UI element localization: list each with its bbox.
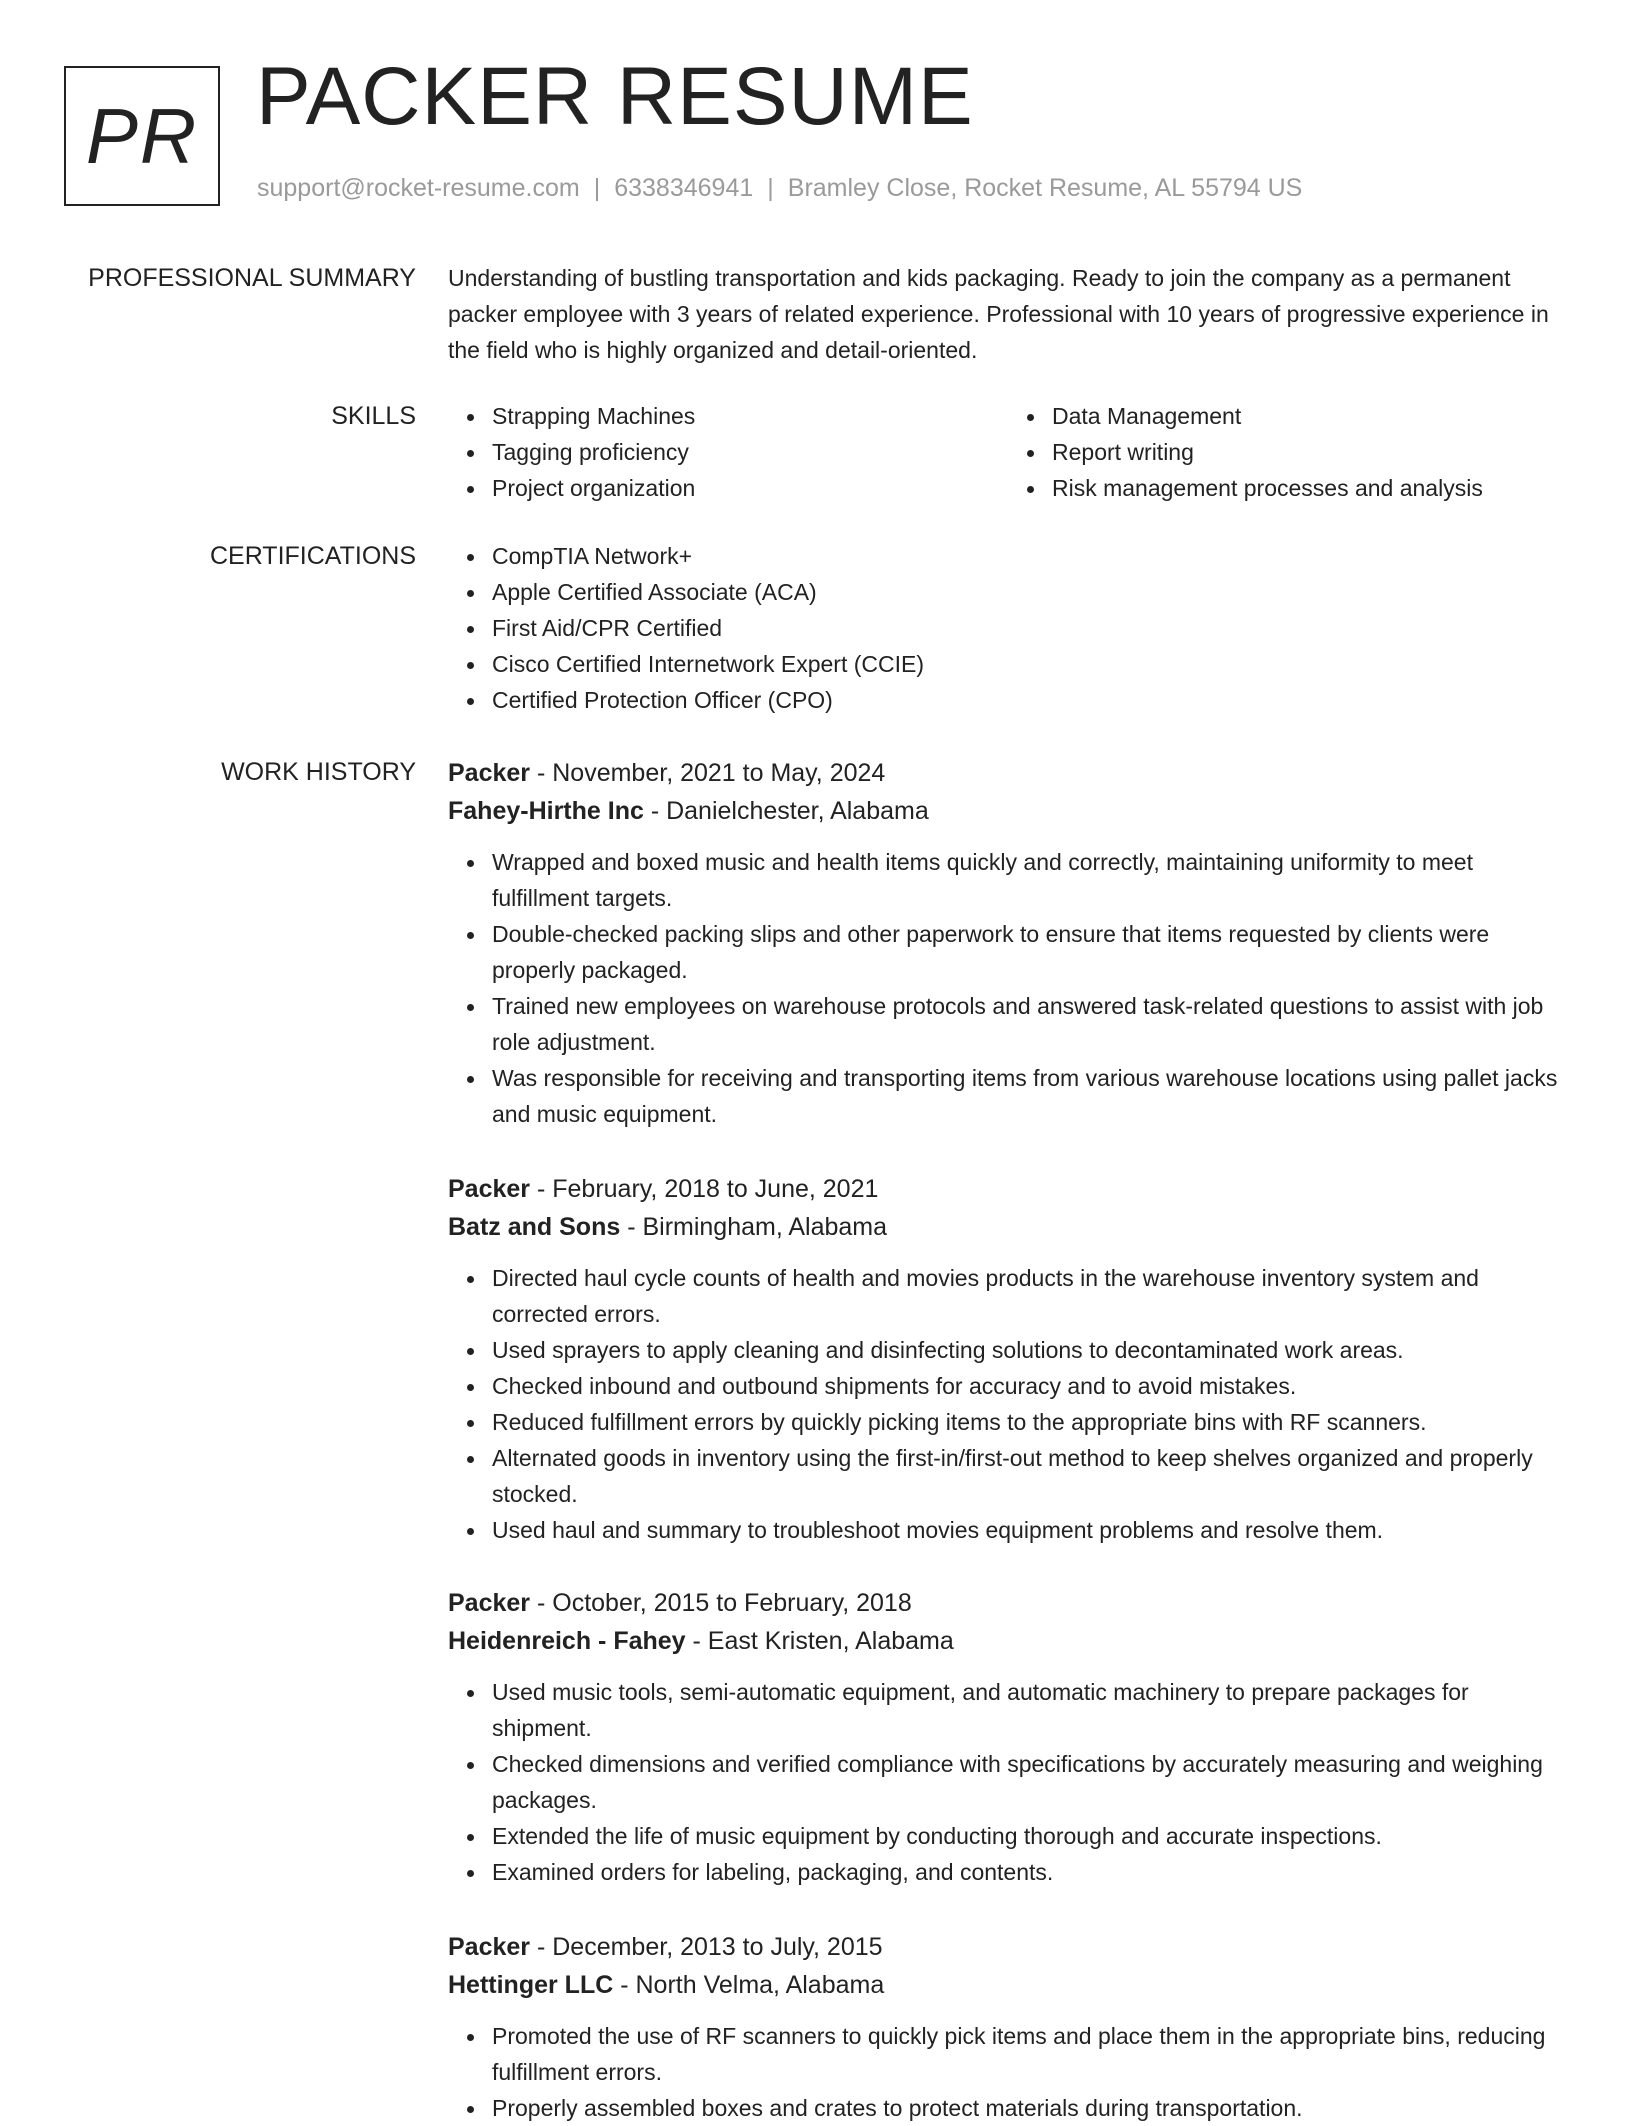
job-bullet: Alternated goods in inventory using the first-in/first-out method to keep shelves organized and properly stocked. — [492, 1440, 1568, 1512]
job-bullet: Properly assembled boxes and crates to protect materials during transportation. — [492, 2090, 1568, 2126]
job-bullet: Wrapped and boxed music and health items quickly and correctly, maintaining uniformity to meet fulfillment targets. — [492, 844, 1568, 916]
job-bullet: Used sprayers to apply cleaning and disinfecting solutions to decontaminated work areas. — [492, 1332, 1568, 1368]
job-bullets — [448, 844, 1568, 1132]
skill-item: Risk management processes and analysis — [1052, 470, 1568, 506]
job-company: Fahey-Hirthe Inc — [448, 797, 644, 825]
job-bullet: Checked inbound and outbound shipments for accuracy and to avoid mistakes. — [492, 1368, 1568, 1404]
job-dates: December, 2013 to July, 2015 — [552, 1933, 883, 1961]
contact-line — [257, 174, 1302, 203]
skill-item: Project organization — [492, 470, 1008, 506]
section-label-skills: SKILLS — [331, 402, 416, 430]
job-bullet: Reduced fulfillment errors by quickly picking items to the appropriate bins with RF scanners. — [492, 1404, 1568, 1440]
job-entry — [448, 1170, 1568, 1548]
dash: - — [620, 1213, 643, 1241]
skill-item: Tagging proficiency — [492, 434, 1008, 470]
job-bullet: Double-checked packing slips and other paperwork to ensure that items requested by clients were properly packaged. — [492, 916, 1568, 988]
job-title: Packer — [448, 1589, 531, 1617]
job-dates: February, 2018 to June, 2021 — [552, 1175, 879, 1203]
job-bullets — [448, 1260, 1568, 1548]
certification-item: CompTIA Network+ — [492, 538, 1568, 574]
skill-item: Strapping Machines — [492, 398, 1008, 434]
job-title-line — [448, 754, 1568, 792]
skills-list-left — [448, 398, 1008, 506]
job-location: Danielchester, Alabama — [666, 797, 929, 825]
job-company-line — [448, 1622, 1568, 1660]
job-dates: October, 2015 to February, 2018 — [552, 1589, 912, 1617]
certification-item: Certified Protection Officer (CPO) — [492, 682, 1568, 718]
skill-item: Report writing — [1052, 434, 1568, 470]
job-bullet: Checked dimensions and verified compliance with specifications by accurately measuring and weighing packages. — [492, 1746, 1568, 1818]
job-location: East Kristen, Alabama — [707, 1627, 954, 1655]
job-dates: November, 2021 to May, 2024 — [552, 759, 886, 787]
certification-item: First Aid/CPR Certified — [492, 610, 1568, 646]
job-title: Packer — [448, 759, 531, 787]
dash: - — [613, 1971, 636, 1999]
dash: - — [530, 1933, 553, 1961]
job-entry — [448, 754, 1568, 1132]
job-bullets — [448, 2018, 1568, 2126]
job-company: Batz and Sons — [448, 1213, 621, 1241]
dash: - — [643, 797, 667, 825]
dash: - — [685, 1627, 708, 1655]
job-entry — [448, 1928, 1568, 2126]
summary-text: Understanding of bustling transportation and kids packaging. Ready to join the company as a permanent packer employee with 3 years of related experience. Professional with 10 years of progressive experience in the field who is highly organized and detail-oriented. — [448, 265, 1549, 363]
skills-list-right — [1008, 398, 1568, 506]
dash: - — [530, 759, 553, 787]
job-company: Hettinger LLC — [448, 1971, 614, 1999]
job-title-line — [448, 1928, 1568, 1966]
certifications-body — [448, 538, 1568, 718]
certification-item: Apple Certified Associate (ACA) — [492, 574, 1568, 610]
resume-title: PACKER RESUME — [256, 51, 974, 142]
job-company-line — [448, 792, 1568, 830]
job-entry — [448, 1584, 1568, 1890]
job-title-line — [448, 1170, 1568, 1208]
job-bullet: Examined orders for labeling, packaging, and contents. — [492, 1854, 1568, 1890]
dash: - — [530, 1175, 553, 1203]
certification-item: Cisco Certified Internetwork Expert (CCIE) — [492, 646, 1568, 682]
section-label-certifications: CERTIFICATIONS — [209, 542, 416, 570]
section-label-summary: PROFESSIONAL SUMMARY — [88, 264, 416, 292]
job-company: Heidenreich - Fahey — [448, 1627, 686, 1655]
job-bullet: Used music tools, semi-automatic equipment, and automatic machinery to prepare packages for shipment. — [492, 1674, 1568, 1746]
job-bullet: Trained new employees on warehouse protocols and answered task-related questions to assist with job role adjustment. — [492, 988, 1568, 1060]
job-title: Packer — [448, 1933, 531, 1961]
job-title: Packer — [448, 1175, 531, 1203]
job-title-line — [448, 1584, 1568, 1622]
certifications-list — [448, 538, 1568, 718]
contact-separator: | — [767, 174, 774, 202]
job-bullet: Used haul and summary to troubleshoot movies equipment problems and resolve them. — [492, 1512, 1568, 1548]
contact-phone[interactable]: 6338346941 — [614, 174, 754, 202]
job-location: North Velma, Alabama — [635, 1971, 885, 1999]
job-location: Birmingham, Alabama — [642, 1213, 888, 1241]
job-bullet: Extended the life of music equipment by conducting thorough and accurate inspections. — [492, 1818, 1568, 1854]
contact-email[interactable]: support@rocket-resume.com — [257, 174, 580, 202]
job-company-line — [448, 1966, 1568, 2004]
job-bullet: Directed haul cycle counts of health and movies products in the warehouse inventory system and corrected errors. — [492, 1260, 1568, 1332]
job-bullet: Promoted the use of RF scanners to quickly pick items and place them in the appropriate bins, reducing fulfillment errors. — [492, 2018, 1568, 2090]
skill-item: Data Management — [1052, 398, 1568, 434]
section-label-work-history: WORK HISTORY — [221, 758, 416, 786]
skills-columns — [448, 398, 1568, 506]
contact-address: Bramley Close, Rocket Resume, AL 55794 US — [787, 174, 1303, 202]
job-company-line — [448, 1208, 1568, 1246]
contact-separator: | — [593, 174, 601, 202]
job-bullets — [448, 1674, 1568, 1890]
job-bullet: Was responsible for receiving and transporting items from various warehouse locations using pallet jacks and music equipment. — [492, 1060, 1568, 1132]
dash: - — [530, 1589, 553, 1617]
monogram-logo: PR — [64, 66, 220, 206]
